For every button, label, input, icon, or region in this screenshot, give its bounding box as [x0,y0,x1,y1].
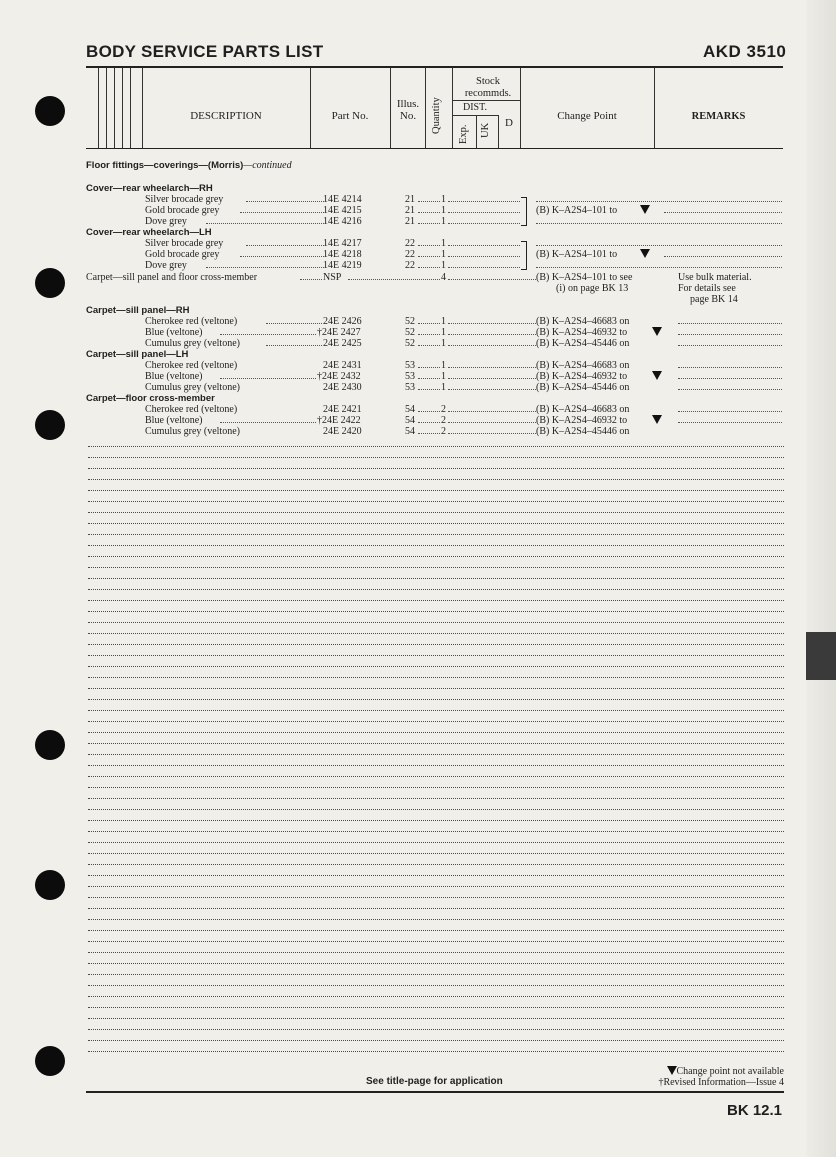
ruled-line [88,875,784,876]
remarks-header: REMARKS [691,111,746,122]
down-triangle-icon [667,1066,677,1077]
table-row: Silver brocade grey 14E 4217 22 1 [86,238,783,249]
ruled-line [88,754,784,755]
ruled-line [88,523,784,524]
ruled-line [88,952,784,953]
description-header: DESCRIPTION [190,110,262,122]
ruled-line [88,446,784,447]
ruled-line [88,864,784,865]
section-tab-marker [806,632,836,680]
ruled-line [88,457,784,458]
stock-header: Stock recommds. [464,76,512,99]
bracket [521,241,527,270]
punch-hole-icon [35,870,65,900]
application-note: See title-page for application [366,1076,503,1087]
table-row: page BK 14 [690,294,738,305]
ruled-line [88,930,784,931]
ruled-line [88,611,784,612]
ruled-line [88,589,784,590]
punch-hole-icon [35,410,65,440]
legend-revised: †Revised Information—Issue 4 [658,1077,784,1088]
ruled-line [88,787,784,788]
table-row: Gold brocade grey 14E 4215 21 1 (B) K–A2S4–101 to [86,205,783,216]
ruled-line [88,688,784,689]
ruled-line [88,908,784,909]
table-row: Blue (veltone) †24E 2427 52 1 (B) K–A2S4–46932 to [86,327,783,338]
group-title: Carpet—sill panel—RH [86,305,190,316]
ruled-line [88,578,784,579]
ruled-line [88,831,784,832]
ruled-line [88,699,784,700]
punch-hole-icon [35,730,65,760]
group-title: Carpet—sill panel—LH [86,349,189,360]
table-row: Carpet—sill panel and floor cross-member NSP 4 (B) K–A2S4–101 to see Use bulk material. [86,272,752,283]
ruled-line [88,567,784,568]
page-edge [806,0,836,1157]
ruled-line [88,1007,784,1008]
ruled-line [88,897,784,898]
table-row: Cumulus grey (veltone) 24E 2420 54 2 (B) K–A2S4–45446 on [145,426,630,437]
d-header: D [505,117,513,129]
punch-hole-icon [35,268,65,298]
ruled-line [88,710,784,711]
illus-no-header: Illus. No. [396,98,420,122]
change-point-header: Change Point [557,110,617,122]
table-row: Silver brocade grey 14E 4214 21 1 [86,194,783,205]
table-row: Blue (veltone) †24E 2422 54 2 (B) K–A2S4–46932 to [86,415,783,426]
ruled-line [88,1040,784,1041]
ruled-line [88,479,784,480]
section-title: Floor fittings—coverings—(Morris)—continued [86,160,292,171]
group-title: Carpet—floor cross-member [86,393,215,404]
table-row: Cherokee red (veltone) 24E 2431 53 1 (B) K–A2S4–46683 on [86,360,783,371]
ruled-line [88,1018,784,1019]
column-header [86,68,783,149]
ruled-line [88,666,784,667]
ruled-line [88,644,784,645]
part-no-header: Part No. [331,110,369,122]
footer-rule [86,1091,784,1093]
ruled-line [88,501,784,502]
ruled-line [88,556,784,557]
uk-header: UK [480,122,491,138]
dist-header: DIST. [463,102,487,113]
group-title: Cover—rear wheelarch—LH [86,227,212,238]
ruled-line [88,853,784,854]
ruled-line [88,732,784,733]
table-row: Dove grey 14E 4219 22 1 [86,260,783,271]
page-title: BODY SERVICE PARTS LIST [86,42,324,61]
legend-change-point: Change point not available [667,1066,784,1077]
ruled-line [88,468,784,469]
table-row: Blue (veltone) †24E 2432 53 1 (B) K–A2S4–46932 to [86,371,783,382]
ruled-line [88,996,784,997]
ruled-line [88,655,784,656]
ruled-line [88,545,784,546]
ruled-line [88,1051,784,1052]
ruled-line [88,941,784,942]
punch-hole-icon [35,96,65,126]
ruled-line [88,842,784,843]
table-row: Cherokee red (veltone) 24E 2426 52 1 (B) K–A2S4–46683 on [86,316,783,327]
table-row: Cherokee red (veltone) 24E 2421 54 2 (B) K–A2S4–46683 on [86,404,783,415]
ruled-line [88,820,784,821]
ruled-line [88,765,784,766]
punch-hole-icon [35,1046,65,1076]
ruled-line [88,534,784,535]
table-row: Gold brocade grey 14E 4218 22 1 (B) K–A2S4–101 to [86,249,783,260]
table-row: Dove grey 14E 4216 21 1 [86,216,783,227]
ruled-line [88,721,784,722]
ruled-line [88,963,784,964]
table-row: (i) on page BK 13 For details see [556,283,736,294]
table-row: Cumulus grey (veltone) 24E 2425 52 1 (B) K–A2S4–45446 on [86,338,783,349]
ruled-line [88,919,784,920]
group-title: Cover—rear wheelarch—RH [86,183,213,194]
ruled-line [88,798,784,799]
document-code: AKD 3510 [703,42,787,61]
ruled-line [88,743,784,744]
ruled-line [88,622,784,623]
ruled-line [88,1029,784,1030]
ruled-line [88,809,784,810]
ruled-line [88,985,784,986]
bracket [521,197,527,226]
ruled-line [88,633,784,634]
ruled-line [88,776,784,777]
ruled-line [88,600,784,601]
ruled-line [88,974,784,975]
table-row: Cumulus grey (veltone) 24E 2430 53 1 (B) K–A2S4–45446 on [86,382,783,393]
quantity-header: Quantity [431,97,442,134]
ruled-line [88,677,784,678]
page-number: BK 12.1 [727,1102,783,1119]
ruled-line [88,512,784,513]
ruled-line [88,490,784,491]
ruled-line [88,886,784,887]
exp-header: Exp. [458,124,469,144]
